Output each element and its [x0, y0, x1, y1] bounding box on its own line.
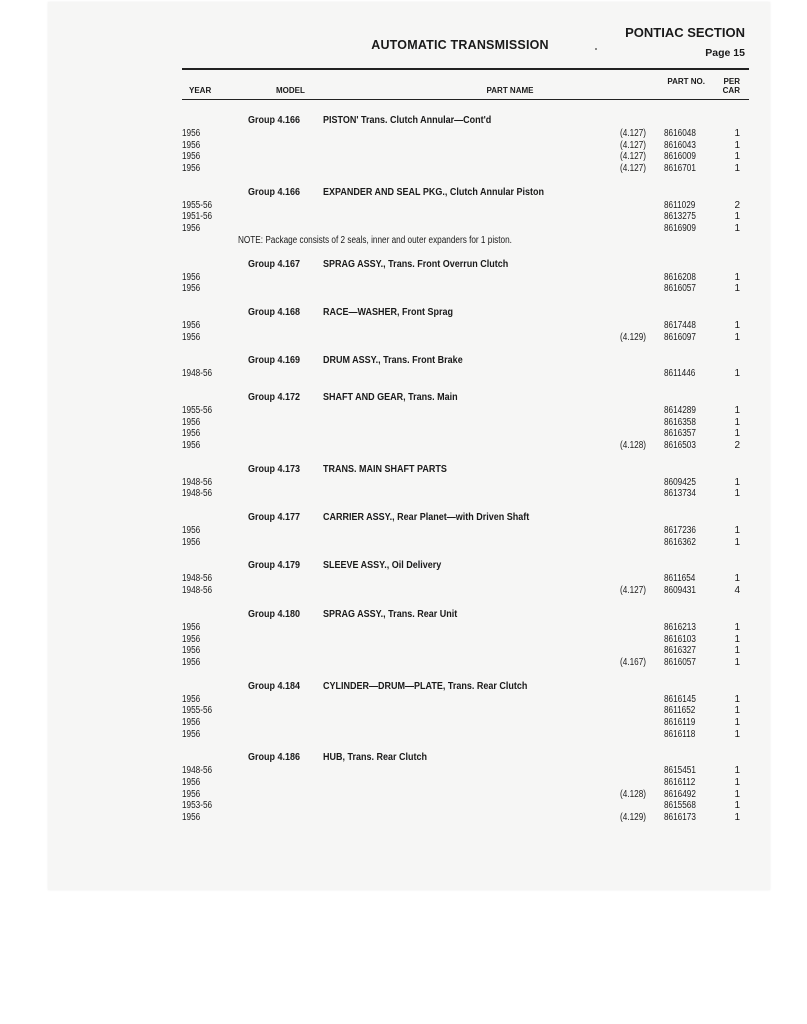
cross-reference: (4.128): [620, 788, 646, 800]
year-cell: 1956: [182, 331, 201, 343]
part-number-cell: 8616009: [664, 151, 696, 163]
per-car-cell: 1: [734, 788, 740, 800]
part-row: [182, 729, 752, 741]
per-car-cell: 1: [734, 536, 740, 548]
per-car-cell: 1: [734, 716, 740, 728]
year-cell: 1948-56: [182, 476, 213, 488]
part-number-cell: 8614289: [664, 404, 696, 416]
part-number-cell: 8615568: [664, 800, 696, 812]
per-car-cell: 1: [734, 319, 740, 331]
part-row: [182, 200, 752, 212]
group-title: SLEEVE ASSY., Oil Delivery: [323, 560, 442, 572]
group-title: SPRAG ASSY., Trans. Front Overrun Clutch: [323, 258, 509, 270]
group-title: HUB, Trans. Rear Clutch: [323, 752, 428, 764]
part-row: [182, 488, 752, 500]
per-car-cell: 1: [734, 488, 740, 500]
part-group: [182, 751, 752, 823]
per-car-cell: 1: [734, 728, 740, 740]
year-cell: 1956: [182, 271, 201, 283]
year-cell: 1955-56: [182, 199, 213, 211]
per-car-cell: 1: [734, 151, 740, 163]
page-title: AUTOMATIC TRANSMISSION: [371, 38, 549, 52]
year-cell: 1956: [182, 728, 201, 740]
group-heading: [182, 186, 752, 200]
per-car-cell: 1: [734, 693, 740, 705]
per-car-cell: 1: [734, 139, 740, 151]
part-row: [182, 812, 752, 824]
cross-reference: (4.127): [620, 585, 646, 597]
per-car-cell: 1: [734, 128, 740, 139]
part-row: [182, 537, 752, 549]
group-heading: [182, 354, 752, 368]
group-number: Group 4.177: [248, 512, 301, 524]
group-heading: [182, 608, 752, 622]
header-rule-bottom: [182, 99, 749, 100]
column-header-per-car: PER CAR: [722, 77, 740, 95]
part-number-cell: 8616362: [664, 536, 696, 548]
year-cell: 1956: [182, 645, 201, 657]
cross-reference: (4.127): [620, 151, 646, 163]
per-car-cell: 1: [734, 368, 740, 380]
part-group: [182, 391, 752, 452]
group-number: Group 4.168: [248, 306, 301, 318]
part-number-cell: 8616492: [664, 788, 696, 800]
part-row: [182, 151, 752, 163]
part-number-cell: 8616909: [664, 223, 696, 235]
part-number-cell: 8617236: [664, 525, 696, 537]
part-row: [182, 223, 752, 235]
per-car-cell: 1: [734, 812, 740, 824]
part-number-cell: 8616208: [664, 271, 696, 283]
year-cell: 1956: [182, 428, 201, 440]
year-cell: 1956: [182, 788, 201, 800]
per-car-cell: 1: [734, 404, 740, 416]
year-cell: 1956: [182, 716, 201, 728]
group-title: DRUM ASSY., Trans. Front Brake: [323, 355, 463, 367]
column-header-part-no: PART NO.: [667, 77, 705, 86]
per-car-cell: 1: [734, 416, 740, 428]
year-cell: 1956: [182, 163, 201, 175]
page-number: Page 15: [705, 47, 745, 59]
group-title: SPRAG ASSY., Trans. Rear Unit: [323, 608, 458, 620]
year-cell: 1956: [182, 128, 201, 139]
part-number-cell: 8616701: [664, 163, 696, 175]
per-car-cell: 1: [734, 800, 740, 812]
group-number: Group 4.166: [248, 186, 301, 198]
part-number-cell: 8616357: [664, 428, 696, 440]
part-row: [182, 634, 752, 646]
part-number-cell: 8616112: [664, 777, 696, 788]
print-speck: [595, 48, 597, 50]
part-row: [182, 573, 752, 585]
part-row: [182, 283, 752, 295]
column-header-model: MODEL: [276, 86, 305, 95]
per-car-cell: 1: [734, 633, 740, 645]
part-row: [182, 622, 752, 634]
parts-list: [182, 114, 752, 835]
part-row: [182, 525, 752, 537]
part-row: [182, 440, 752, 452]
part-row: [182, 694, 752, 706]
group-number: Group 4.167: [248, 258, 301, 270]
part-number-cell: 8616097: [664, 331, 696, 343]
per-car-cell: 1: [734, 573, 740, 585]
year-cell: 1955-56: [182, 705, 213, 717]
year-cell: 1953-56: [182, 800, 213, 812]
cross-reference: (4.129): [620, 812, 646, 824]
part-group: [182, 186, 752, 247]
section-name: PONTIAC SECTION: [625, 25, 745, 40]
year-cell: 1956: [182, 139, 201, 151]
cross-reference: (4.127): [620, 163, 646, 175]
group-title: CARRIER ASSY., Rear Planet—with Driven Shaft: [323, 512, 530, 524]
year-cell: 1956: [182, 319, 201, 331]
part-row: [182, 163, 752, 175]
part-number-cell: 8616358: [664, 416, 696, 428]
per-car-cell: 1: [734, 525, 740, 537]
group-title: PISTON' Trans. Clutch Annular—Cont'd: [323, 115, 492, 126]
year-cell: 1948-56: [182, 368, 213, 380]
per-car-cell: 1: [734, 271, 740, 283]
year-cell: 1948-56: [182, 573, 213, 585]
part-row: [182, 272, 752, 284]
part-group: [182, 511, 752, 548]
group-heading: [182, 463, 752, 477]
part-row: [182, 777, 752, 789]
header-rule-top: [182, 68, 749, 70]
group-note: [182, 235, 752, 247]
year-cell: 1956: [182, 656, 201, 668]
group-title: SHAFT AND GEAR, Trans. Main: [323, 391, 458, 403]
group-number: Group 4.186: [248, 752, 301, 764]
part-row: [182, 789, 752, 801]
column-header-part-name: PART NAME: [486, 86, 534, 95]
part-number-cell: 8616103: [664, 633, 696, 645]
year-cell: 1956: [182, 777, 201, 788]
group-note-text: NOTE: Package consists of 2 seals, inner and outer expanders for 1 piston.: [238, 234, 512, 246]
part-number-cell: 8616057: [664, 283, 696, 295]
part-group: [182, 680, 752, 741]
part-row: [182, 717, 752, 729]
group-number: Group 4.180: [248, 608, 301, 620]
cross-reference: (4.127): [620, 139, 646, 151]
part-row: [182, 211, 752, 223]
group-heading: [182, 559, 752, 573]
part-group: [182, 306, 752, 343]
group-title: EXPANDER AND SEAL PKG., Clutch Annular Piston: [323, 186, 545, 198]
part-row: [182, 405, 752, 417]
part-row: [182, 765, 752, 777]
per-car-cell: 2: [734, 199, 740, 211]
group-heading: [182, 751, 752, 765]
part-row: [182, 320, 752, 332]
part-row: [182, 657, 752, 669]
year-cell: 1948-56: [182, 488, 213, 500]
group-heading: [182, 391, 752, 405]
year-cell: 1956: [182, 416, 201, 428]
year-cell: 1956: [182, 536, 201, 548]
per-car-cell: 1: [734, 645, 740, 657]
per-car-cell: 2: [734, 440, 740, 451]
part-number-cell: 8609425: [664, 476, 696, 488]
part-number-cell: 8617448: [664, 319, 696, 331]
per-car-cell: 1: [734, 777, 740, 788]
part-row: [182, 368, 752, 380]
per-car-cell: 1: [734, 765, 740, 777]
year-cell: 1956: [182, 693, 201, 705]
per-car-cell: 1: [734, 705, 740, 717]
year-cell: 1956: [182, 621, 201, 633]
group-title: TRANS. MAIN SHAFT PARTS: [323, 463, 447, 475]
per-car-cell: 1: [734, 163, 740, 175]
part-number-cell: 8609431: [664, 585, 696, 597]
group-heading: [182, 306, 752, 320]
part-number-cell: 8616057: [664, 656, 696, 668]
year-cell: 1955-56: [182, 404, 213, 416]
year-cell: 1956: [182, 151, 201, 163]
part-number-cell: 8611029: [664, 199, 696, 211]
part-group: [182, 463, 752, 500]
group-heading: [182, 680, 752, 694]
part-row: [182, 477, 752, 489]
part-row: [182, 140, 752, 152]
part-number-cell: 8616048: [664, 128, 696, 139]
part-number-cell: 8616118: [664, 728, 696, 740]
group-heading: [182, 114, 752, 128]
part-number-cell: 8611652: [664, 705, 696, 717]
group-number: Group 4.172: [248, 391, 301, 403]
per-car-cell: 1: [734, 476, 740, 488]
part-row: [182, 645, 752, 657]
part-group: [182, 354, 752, 380]
part-number-cell: 8613734: [664, 488, 696, 500]
year-cell: 1956: [182, 812, 201, 824]
part-number-cell: 8616213: [664, 621, 696, 633]
part-row: [182, 585, 752, 597]
per-car-cell: 1: [734, 621, 740, 633]
part-row: [182, 800, 752, 812]
year-cell: 1956: [182, 223, 201, 235]
part-group: [182, 114, 752, 175]
part-row: [182, 417, 752, 429]
per-car-cell: 1: [734, 428, 740, 440]
year-cell: 1956: [182, 525, 201, 537]
part-group: [182, 258, 752, 295]
part-number-cell: 8616043: [664, 139, 696, 151]
group-title: CYLINDER—DRUM—PLATE, Trans. Rear Clutch: [323, 680, 528, 692]
group-number: Group 4.179: [248, 560, 301, 572]
group-title: RACE—WASHER, Front Sprag: [323, 306, 454, 318]
part-group: [182, 608, 752, 669]
group-number: Group 4.184: [248, 680, 301, 692]
group-heading: [182, 258, 752, 272]
year-cell: 1951-56: [182, 211, 213, 223]
group-heading: [182, 511, 752, 525]
per-car-cell: 4: [734, 585, 740, 597]
year-cell: 1956: [182, 633, 201, 645]
part-number-cell: 8616327: [664, 645, 696, 657]
part-number-cell: 8616119: [664, 716, 696, 728]
part-number-cell: 8616173: [664, 812, 696, 824]
cross-reference: (4.127): [620, 128, 646, 139]
group-number: Group 4.169: [248, 355, 301, 367]
part-row: [182, 428, 752, 440]
per-car-cell: 1: [734, 283, 740, 295]
part-group: [182, 559, 752, 596]
part-number-cell: 8616503: [664, 440, 696, 451]
part-row: [182, 332, 752, 344]
column-header-year: YEAR: [189, 86, 212, 95]
part-number-cell: 8611446: [664, 368, 696, 380]
per-car-cell: 1: [734, 331, 740, 343]
year-cell: 1956: [182, 283, 201, 295]
cross-reference: (4.167): [620, 656, 646, 668]
part-number-cell: 8616145: [664, 693, 696, 705]
part-number-cell: 8615451: [664, 765, 696, 777]
part-row: [182, 128, 752, 140]
year-cell: 1956: [182, 440, 201, 451]
per-car-cell: 1: [734, 223, 740, 235]
per-car-cell: 1: [734, 656, 740, 668]
part-number-cell: 8611654: [664, 573, 696, 585]
year-cell: 1948-56: [182, 765, 213, 777]
group-number: Group 4.166: [248, 115, 301, 126]
year-cell: 1948-56: [182, 585, 213, 597]
part-row: [182, 705, 752, 717]
part-number-cell: 8613275: [664, 211, 696, 223]
group-number: Group 4.173: [248, 463, 301, 475]
cross-reference: (4.128): [620, 440, 646, 451]
per-car-cell: 1: [734, 211, 740, 223]
cross-reference: (4.129): [620, 331, 646, 343]
